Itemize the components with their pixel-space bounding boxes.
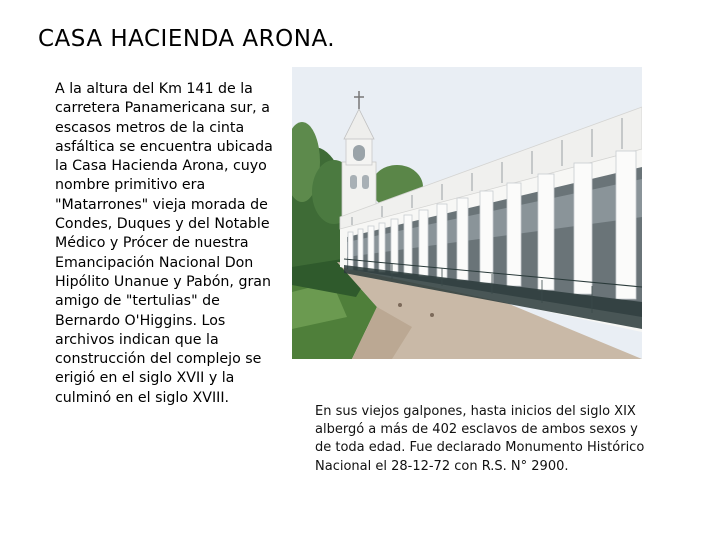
hacienda-photo bbox=[292, 67, 642, 359]
photo-caption: En sus viejos galpones, hasta inicios del siglo XIX albergó a más de 402 esclavos de ambos sexos y de toda edad. Fue declarado Monumento Histórico Nacional el 28-12-72 con R.S. N° 2900. bbox=[315, 404, 645, 474]
description-text: A la altura del Km 141 de la carretera Panamericana sur, a escasos metros de la cinta asfáltica se encuentra ubicada la Casa Hacienda Arona, cuyo nombre primitivo era "Matarrones" vieja morada de Condes, Duques y del Notable Médico y Prócer de nuestra Emancipación Nacional Don Hipólito Unanue y Pabón, gran amigo de "tertulias" de Bernardo O'Higgins. Los archivos indican que la construcción del complejo se erigió en el siglo XVII y la culminó en el siglo XVIII. bbox=[55, 81, 273, 406]
page-title: CASA HACIENDA ARONA. bbox=[38, 26, 336, 52]
